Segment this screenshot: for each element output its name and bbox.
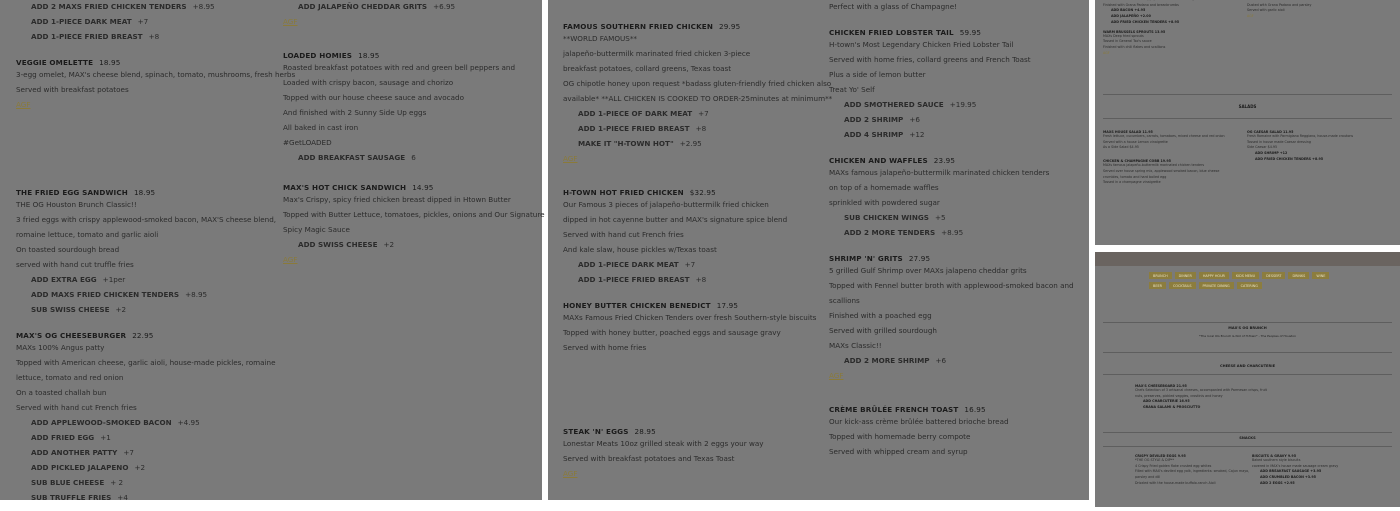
item-title	[16, 331, 278, 340]
menu-category-pill[interactable]: CATERING	[1237, 282, 1262, 289]
addon-price: +8.95	[185, 290, 208, 299]
item-line: Finished with Grana Padano and breadcrumbs	[1103, 2, 1179, 7]
item-title	[563, 427, 825, 436]
item-line: Served with a house Lemon vinaigrette	[1103, 139, 1168, 144]
addon-price: +7	[137, 17, 149, 26]
item-description-line: 5 grilled Gulf Shrimp over MAXs jalapeno cheddar grits	[829, 266, 1027, 275]
item-description-line: All baked in cast iron	[283, 123, 359, 132]
item-description-line: 3-egg omelet, MAX's cheese blend, spinach, tomato, mushrooms, fresh herbs	[16, 70, 296, 79]
item-title: CRISPY DEVILED EGGS 9.95	[1135, 454, 1186, 458]
item-price: 18.95	[133, 188, 156, 197]
agf-allergen-link[interactable]: AGF	[563, 469, 578, 478]
item-description-line: Topped with honey butter, poached eggs and sausage gravy	[563, 328, 781, 337]
item-line: Finished with chili flakes and scallions	[1103, 44, 1166, 49]
item-description-line: 3 fried eggs with crispy applewood-smoked bacon, MAX'S cheese blend,	[16, 215, 277, 224]
addon-option	[829, 353, 1088, 368]
item-title	[829, 28, 1088, 37]
addon-name: ADD APPLEWOOD-SMOKED BACON	[31, 418, 172, 427]
item-line: covered in MAX's house made sausage cream gravy	[1252, 463, 1339, 468]
addon-option	[16, 272, 278, 287]
addon-option	[829, 210, 1088, 225]
item-price: 16.95	[964, 405, 986, 414]
addon-price: +4.95	[177, 418, 200, 427]
addon-price: +4	[117, 493, 128, 502]
addon-option	[829, 127, 1088, 142]
addon-name: SUB TRUFFLE FRIES	[31, 493, 112, 502]
item-description-line: Topped with Butter Lettuce, tomatoes, pickles, onions and Our Signature	[283, 210, 545, 219]
addon-option	[283, 0, 542, 14]
item-line: Drizzled with the house-made buffalo-ranch Aioli	[1135, 480, 1216, 485]
item-description-line: Served with grilled sourdough	[829, 326, 937, 335]
divider	[1103, 352, 1392, 353]
item-title	[829, 405, 1088, 414]
addon-option	[829, 97, 1088, 112]
item-description-line: available* **ALL CHICKEN IS COOKED TO ORDER-25minutes at minimum**	[563, 94, 833, 103]
addon-option	[563, 121, 825, 136]
section-heading-salads: SALADS	[1238, 104, 1257, 109]
addon-name: ADD 1-PIECE FRIED BREAST	[31, 32, 143, 41]
addon-price: +6	[909, 115, 920, 124]
divider	[1103, 446, 1392, 447]
item-price: 27.95	[908, 254, 931, 263]
addon: ADD BACON +4.95	[1111, 8, 1146, 13]
section-heading-brunch: MAX'S OG BRUNCH	[1228, 326, 1267, 330]
menu-category-pill[interactable]: DINNER	[1175, 272, 1196, 279]
menu-item	[16, 0, 278, 50]
item-line: Tossed in a champagne vinaigrette	[1103, 180, 1161, 185]
item-description-line: Served with breakfast potatoes	[16, 85, 129, 94]
menu-item	[283, 51, 542, 171]
divider	[1103, 374, 1392, 375]
addon-name: ADD MAXS FRIED CHICKEN TENDERS	[31, 290, 180, 299]
addon-price: +6	[935, 356, 947, 365]
addon-name: ADD SWISS CHEESE	[298, 240, 378, 249]
item-description-line: Served with whipped cream and syrup	[829, 447, 968, 456]
addon-option	[16, 415, 278, 430]
agf-allergen-link[interactable]: AGF	[283, 255, 298, 264]
addon-name: ADD 2 MAXS FRIED CHICKEN TENDERS	[31, 2, 187, 11]
addon-price: +7	[123, 448, 134, 457]
item-description-line: MAXs Classic!!	[829, 341, 882, 350]
addon-name: ADD 1-PIECE DARK MEAT	[578, 260, 679, 269]
addon-price: +5	[934, 213, 946, 222]
addon-name: ADD 1-PIECE DARK MEAT	[31, 17, 132, 26]
item-name: CHICKEN FRIED LOBSTER TAIL	[829, 28, 954, 37]
addon: ADD JALAPEÑO +2.00	[1111, 14, 1151, 19]
item-line: As a Side Salad $4.95	[1103, 145, 1139, 150]
menu-category-pill[interactable]: COCKTAILS	[1169, 282, 1196, 289]
addon-name: ADD 2 MORE TENDERS	[844, 228, 936, 237]
item-description-line: Our Famous 3 pieces of jalapeño-buttermilk fried chicken	[563, 200, 769, 209]
item-line: Served with garlic aioli	[1247, 8, 1285, 13]
item-line: Baked southern style biscuits	[1252, 458, 1301, 462]
addon-option	[16, 302, 278, 317]
item-description-line: OG chipotle honey upon request *badass gluten-friendly fried chicken also	[563, 79, 832, 88]
item-title	[563, 188, 825, 197]
addon-option	[16, 430, 278, 445]
item-name: MAX'S HOT CHICK SANDWICH	[283, 183, 407, 192]
menu-item	[283, 0, 542, 43]
item-line: MAXs Deep fried sprouts	[1103, 33, 1144, 38]
addon: ADD 2 EGGS +2.95	[1260, 480, 1295, 485]
item-title	[563, 22, 825, 31]
item-name: SHRIMP 'N' GRITS	[829, 254, 903, 263]
item-price: 59.95	[959, 28, 982, 37]
addon-price: +8	[148, 32, 160, 41]
item-description-line: dipped in hot cayenne butter and MAX's signature spice blend	[563, 215, 788, 224]
item-title: BISCUITS & GRAVY 9.95	[1252, 454, 1297, 458]
menu-category-pill[interactable]: WINE	[1312, 272, 1329, 279]
addon-price: +8	[695, 124, 707, 133]
item-line: Tossed in house made Caesar dressing	[1247, 139, 1311, 144]
item-description-line: Topped with Fennel butter broth with applewood-smoked bacon and	[829, 281, 1074, 290]
addon-price: +7	[698, 109, 709, 118]
item-name: MAX'S OG CHEESEBURGER	[16, 331, 127, 340]
item-title: WARM BRUSSELS SPROUTS 13.95	[1103, 29, 1166, 34]
item-description-line: jalapeño-buttermilk marinated fried chicken 3-piece	[563, 49, 751, 58]
item-line: Chefs Selection of 3 artisanal cheeses, accompanied with Parmesan crisps, fruit	[1135, 388, 1267, 392]
item-price: 17.95	[716, 301, 739, 310]
item-line: Tossed in General Tso's sauce	[1103, 39, 1152, 44]
item-description-line: Our kick-ass crème brûlée battered brioche bread	[829, 417, 1009, 426]
divider	[1103, 94, 1392, 95]
addon: ADD SHRIMP +12	[1255, 151, 1288, 156]
item-line: Fresh lettuce, cucumbers, carrots, tomatoes, mixed cheese and red onion	[1103, 134, 1225, 138]
agf-tag[interactable]: AGF	[1103, 50, 1110, 55]
addon-name: SUB CHICKEN WINGS	[844, 213, 929, 222]
house-salad-item	[1103, 126, 1225, 186]
menu-category-pill[interactable]: HAPPY HOUR	[1199, 272, 1229, 279]
addon-price: +2	[134, 463, 146, 472]
addon-price: +8	[695, 275, 707, 284]
item-description-line: #GetLOADED	[283, 138, 332, 147]
mac-and-cheese-snippet	[1103, 0, 1217, 56]
addon-option	[16, 460, 278, 475]
item-price: 22.95	[132, 331, 154, 340]
menu-page-panel-1[interactable]	[0, 0, 545, 502]
item-title: CHICKEN & CHAMPAGNE COBB 19.95	[1103, 159, 1171, 164]
item-name: CHICKEN AND WAFFLES	[829, 156, 928, 165]
item-description-line: Spicy Magic Sauce	[283, 225, 350, 234]
addon-name: MAKE IT "H-TOWN HOT"	[578, 139, 674, 148]
item-description-line: served with hand cut truffle fries	[16, 260, 134, 269]
item-description-line: breakfast potatoes, collard greens, Texas toast	[563, 64, 732, 73]
item-description-line: Plus a side of lemon butter	[829, 70, 926, 79]
menu-page-panel-3[interactable]	[1095, 0, 1400, 245]
item-name: THE FRIED EGG SANDWICH	[16, 188, 128, 197]
addon-name: ADD SMOTHERED SAUCE	[844, 100, 944, 109]
item-line: crumbles, tomato and hard boiled egg	[1103, 174, 1167, 179]
addon-name: ADD 1-PIECE FRIED BREAST	[578, 124, 690, 133]
menu-column-left	[563, 0, 833, 495]
item-name: VEGGIE OMELETTE	[16, 58, 94, 67]
item-description-line: Max's Crispy, spicy fried chicken breast dipped in Htown Butter	[283, 195, 511, 204]
addon-option	[563, 136, 825, 151]
divider	[1103, 118, 1392, 119]
addon-option	[563, 106, 825, 121]
item-name: LOADED HOMIES	[283, 51, 353, 60]
item-description-line: H-town's Most Legendary Chicken Fried Lobster Tail	[829, 40, 1014, 49]
addon-name: ADD 4 SHRIMP	[844, 130, 904, 139]
item-description-line: sprinkled with powdered sugar	[829, 198, 940, 207]
item-description-line: THE OG Houston Brunch Classic!!	[16, 200, 137, 209]
item-title: OG CAESAR SALAD 11.95	[1247, 130, 1294, 134]
item-description-line: Perfect with a glass of Champagne!	[829, 2, 958, 11]
addon-name: ADD FRIED EGG	[31, 433, 95, 442]
addon-name: ADD 1-PIECE FRIED BREAST	[578, 275, 690, 284]
item-title: MAX'S CHEESEBOARD 21.95	[1135, 384, 1187, 388]
menu-item	[563, 188, 825, 293]
agf-allergen-link[interactable]: AGF	[16, 100, 31, 109]
agf-allergen-link[interactable]: AGF	[563, 154, 578, 163]
item-description-line: Served with home fries, collard greens and French Toast	[829, 55, 1031, 64]
addon-option	[16, 475, 278, 490]
item-description-line: Served with hand cut French fries	[16, 403, 137, 412]
addon-option	[16, 445, 278, 460]
item-line: Served over house spring mix, applewood smoked bacon, blue cheese	[1103, 168, 1220, 173]
item-description-line: And kale slaw, house pickles w/Texas toast	[563, 245, 717, 254]
addon-price: +8.95	[192, 2, 215, 11]
addon-name: ADD ANOTHER PATTY	[31, 448, 118, 457]
item-name: H-TOWN HOT FRIED CHICKEN	[563, 188, 684, 197]
addon-option	[16, 29, 278, 44]
item-description-line: MAXs Famous Fried Chicken Tenders over fresh Southern-style biscuits	[563, 313, 817, 322]
addon-option	[829, 112, 1088, 127]
item-title	[283, 183, 542, 192]
addon-name: ADD 2 MORE SHRIMP	[844, 356, 930, 365]
addon-option	[563, 272, 825, 287]
item-title	[829, 156, 1088, 165]
addon-price: +1per	[102, 275, 126, 284]
item-name: FAMOUS SOUTHERN FRIED CHICKEN	[563, 22, 714, 31]
menu-column-right	[283, 0, 545, 281]
item-price: 14.95	[412, 183, 434, 192]
item-description-line: **WORLD FAMOUS**	[563, 34, 638, 43]
addon-price: +2.95	[679, 139, 702, 148]
menu-item	[829, 156, 1088, 246]
menu-category-pill[interactable]: DESSERT	[1262, 272, 1285, 279]
item-line: *THE OG STYLE & DIP**	[1135, 458, 1174, 462]
item-line: MAXs famous jalapeño-buttermilk marinated chicken tenders	[1103, 163, 1205, 168]
addon-option	[283, 237, 542, 252]
menu-item	[16, 188, 278, 323]
addon-option	[16, 287, 278, 302]
item-price: 18.95	[358, 51, 380, 60]
item-name: HONEY BUTTER CHICKEN BENEDICT	[563, 301, 711, 310]
biscuits-gravy-item	[1252, 450, 1338, 487]
item-line: nuts, preserves, pickled veggies, crostinis and honey	[1135, 393, 1223, 398]
divider	[1103, 322, 1392, 323]
addon: ADD BREAKFAST SAUSAGE +3.95	[1260, 469, 1322, 474]
addon-name: SUB BLUE CHEESE	[31, 478, 105, 487]
item-title	[16, 188, 278, 197]
menu-item	[563, 301, 825, 361]
truffle-fries-snippet	[1247, 0, 1326, 20]
section-subtitle: *The local OG Brunch & Not of H-Town* - The Peoples of Houston	[1199, 334, 1296, 338]
deviled-eggs-item	[1135, 450, 1249, 487]
menu-page-panel-2[interactable]	[548, 0, 1089, 500]
addon-name: ADD 1-PIECE OF DARK MEAT	[578, 109, 693, 118]
item-description-line: On a toasted challah bun	[16, 388, 107, 397]
menu-item	[829, 254, 1088, 397]
menu-item	[829, 0, 1088, 20]
menu-column-right	[829, 0, 1088, 465]
item-line: 4 Crispy Fried golden flake crusted egg whites	[1135, 463, 1212, 468]
menu-item	[563, 22, 833, 180]
menu-item	[283, 183, 545, 281]
item-description-line: Finished with a poached egg	[829, 311, 932, 320]
item-description-line: On toasted sourdough bread	[16, 245, 120, 254]
item-line: parsley and dill	[1135, 475, 1161, 480]
cheeseboard-item	[1135, 380, 1267, 411]
addon: ADD CHARCUTERIE 16.95	[1143, 399, 1190, 404]
item-line: Fresh Romaine with Parmigiano Reggiano, house-made croutons	[1247, 134, 1354, 138]
menu-category-pill[interactable]: BEER	[1149, 282, 1166, 289]
item-title	[283, 51, 542, 60]
item-name: STEAK 'N' EGGS	[563, 427, 629, 436]
addon-price: +2	[383, 240, 395, 249]
item-description-line: on top of a homemade waffles	[829, 183, 939, 192]
addon-option	[16, 0, 278, 14]
agf-allergen-link[interactable]: AGF	[283, 17, 298, 26]
addon-price: +19.95	[949, 100, 977, 109]
addon-name: SUB SWISS CHEESE	[31, 305, 110, 314]
item-line: Side Caesar $4.95	[1247, 145, 1278, 150]
addon-price: +1	[100, 433, 111, 442]
menu-category-pill[interactable]: BRUNCH	[1149, 272, 1172, 279]
caesar-salad-item	[1247, 126, 1353, 163]
item-name: CRÈME BRÛLÉE FRENCH TOAST	[829, 405, 959, 414]
menu-category-pills	[1149, 272, 1349, 289]
item-description-line: Topped with American cheese, garlic aioli, house-made pickles, romaine	[16, 358, 276, 367]
addon-price: +7	[684, 260, 696, 269]
addon: ADD CRUMBLED BACON +3.95	[1260, 475, 1316, 480]
addon: ADD FRIED CHICKEN TENDERS +8.95	[1255, 156, 1324, 161]
item-line: Filled with MAX's deviled egg yolk, ingredients: smoked, Cajun mayo,	[1135, 469, 1250, 474]
item-description-line: Roasted breakfast potatoes with red and green bell peppers and	[283, 63, 516, 72]
addon-price: 6	[411, 153, 416, 162]
menu-category-pill[interactable]: DRINKS	[1288, 272, 1309, 279]
addon-option	[283, 150, 542, 165]
menu-item	[16, 58, 296, 126]
section-heading-cheese: CHEESE AND CHARCUTERIE	[1219, 364, 1276, 368]
addon-price: + 2	[110, 478, 124, 487]
item-description-line: romaine lettuce, tomato and garlic aioli	[16, 230, 159, 239]
addon-name: ADD BREAKFAST SAUSAGE	[298, 153, 406, 162]
divider	[1103, 432, 1392, 433]
item-price: 28.95	[634, 427, 656, 436]
addon-price: +2	[115, 305, 127, 314]
item-description-line: MAXs famous jalapeño-buttermilk marinated chicken tenders	[829, 168, 1050, 177]
header-photo-strip	[1095, 252, 1400, 266]
agf-tag[interactable]: AGF	[1247, 14, 1254, 19]
addon-price: +8.95	[941, 228, 964, 237]
menu-category-pill[interactable]: PRIVATE DINING	[1199, 282, 1234, 289]
agf-allergen-link[interactable]: AGF	[829, 371, 844, 380]
item-price: 18.95	[99, 58, 121, 67]
addon-option	[829, 225, 1088, 240]
item-description-line: MAXs 100% Angus patty	[16, 343, 105, 352]
addon-option	[16, 14, 278, 29]
addon-name: ADD PICKLED JALAPENO	[31, 463, 129, 472]
addon-option	[563, 257, 825, 272]
item-description-line: Served with home fries	[563, 343, 647, 352]
item-price: 29.95	[719, 22, 741, 31]
item-description-line: scallions	[829, 296, 860, 305]
menu-category-pill[interactable]: KIDS MENU	[1232, 272, 1259, 279]
addon-name: ADD 2 SHRIMP	[844, 115, 904, 124]
item-title	[829, 254, 1088, 263]
addon-option	[16, 490, 278, 505]
addon-price: +6.95	[433, 2, 456, 11]
menu-item	[829, 28, 1088, 148]
item-description-line: Topped with our house cheese sauce and avocado	[283, 93, 464, 102]
item-description-line: lettuce, tomato and red onion	[16, 373, 124, 382]
item-description-line: Loaded with crispy bacon, sausage and chorizo	[283, 78, 454, 87]
menu-item	[829, 405, 1088, 465]
menu-item	[563, 427, 825, 495]
item-title	[16, 58, 278, 67]
addon: ADD FRIED CHICKEN TENDERS +8.95	[1111, 19, 1180, 24]
menu-item	[16, 331, 278, 511]
item-title	[563, 301, 825, 310]
menu-page-panel-4[interactable]	[1095, 252, 1400, 507]
item-description-line: Topped with homemade berry compote	[829, 432, 971, 441]
item-title: MAXS HOUSE SALAD 11.95	[1103, 130, 1153, 134]
section-heading-snacks: SNACKS	[1239, 436, 1256, 440]
item-description-line: Served with hand cut French fries	[563, 230, 684, 239]
item-description-line: Lonestar Meats 10oz grilled steak with 2 eggs your way	[563, 439, 764, 448]
menu-column-left	[16, 0, 296, 511]
item-description-line: And finished with 2 Sunny Side Up eggs	[283, 108, 427, 117]
item-description-line: Treat Yo' Self	[829, 85, 875, 94]
addon-price: +12	[909, 130, 925, 139]
item-line: Dusted with Grana Padano and parsley	[1247, 2, 1312, 7]
item-price: $32.95	[689, 188, 716, 197]
item-description-line: Served with breakfast potatoes and Texas Toast	[563, 454, 735, 463]
addon: GRANA SALAMI & PROSCIUTTO	[1143, 405, 1201, 410]
item-price: 23.95	[933, 156, 956, 165]
addon-name: ADD EXTRA EGG	[31, 275, 97, 284]
addon-name: ADD JALAPEÑO CHEDDAR GRITS	[298, 2, 428, 11]
